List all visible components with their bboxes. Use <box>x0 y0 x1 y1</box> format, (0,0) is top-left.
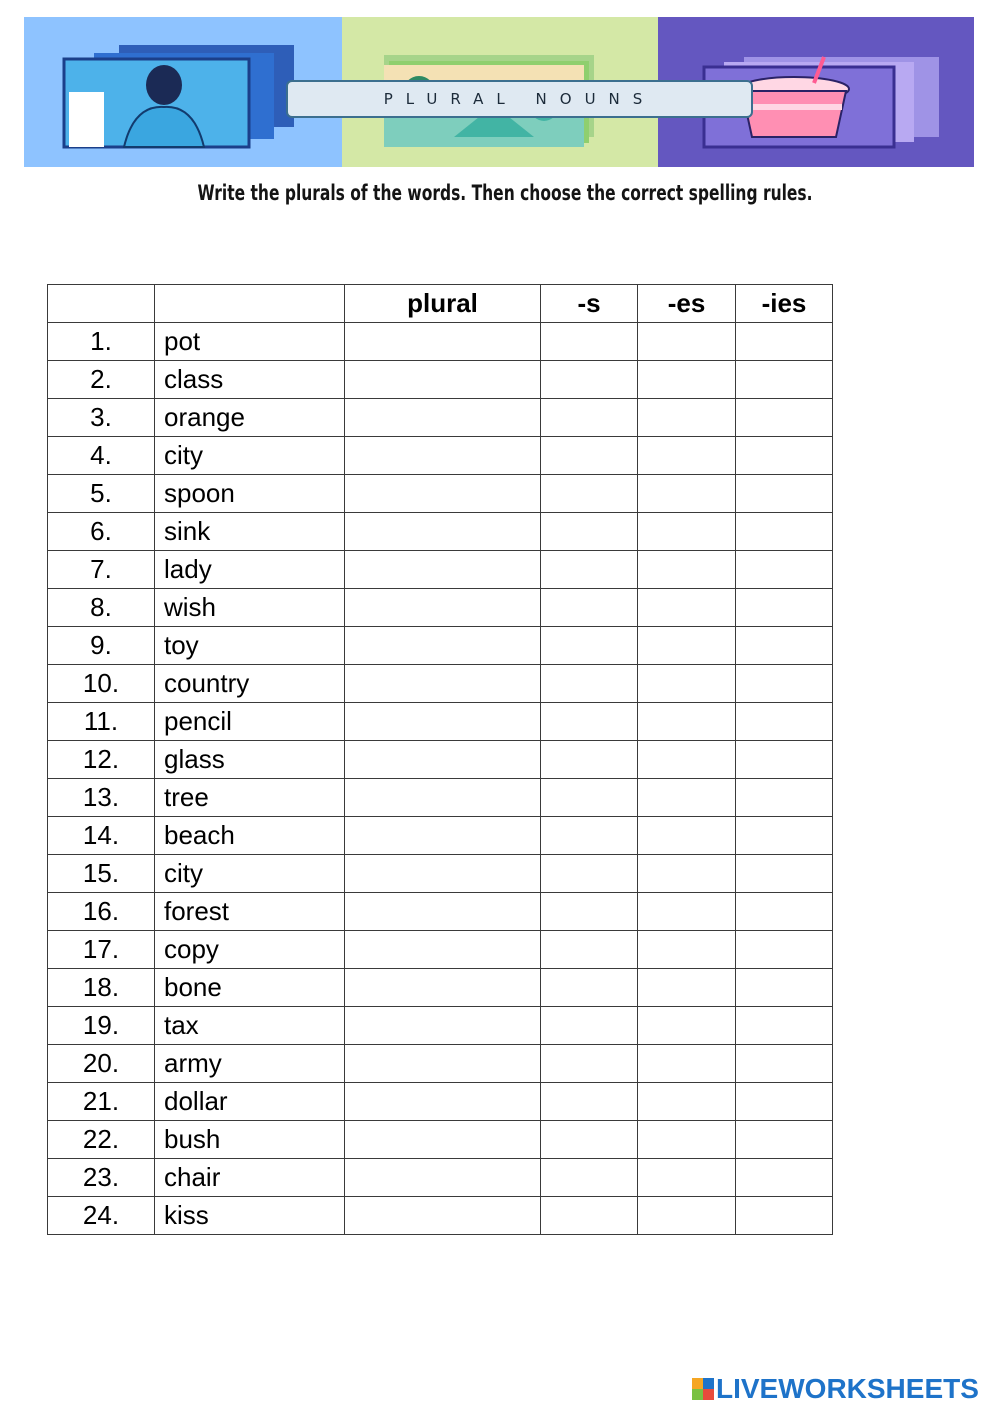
rule-ies-cell[interactable] <box>736 1007 833 1045</box>
rule-es-cell[interactable] <box>638 1197 736 1235</box>
rule-es-cell[interactable] <box>638 437 736 475</box>
plural-answer-cell[interactable] <box>345 1197 541 1235</box>
rule-ies-cell[interactable] <box>736 323 833 361</box>
table-row <box>48 437 833 475</box>
row-word: city <box>155 855 345 893</box>
rule-es-cell[interactable] <box>638 551 736 589</box>
row-word: spoon <box>155 475 345 513</box>
row-word: bush <box>155 1121 345 1159</box>
rule-s-cell[interactable] <box>541 361 638 399</box>
rule-ies-cell[interactable] <box>736 551 833 589</box>
rule-s-cell[interactable] <box>541 437 638 475</box>
row-number: 18. <box>48 969 155 1007</box>
row-word: army <box>155 1045 345 1083</box>
rule-es-cell[interactable] <box>638 779 736 817</box>
rule-es-cell[interactable] <box>638 627 736 665</box>
row-number: 24. <box>48 1197 155 1235</box>
row-number: 10. <box>48 665 155 703</box>
table-row <box>48 1197 833 1235</box>
row-number: 23. <box>48 1159 155 1197</box>
logo-text: LIVEWORKSHEETS <box>716 1373 979 1404</box>
row-word: city <box>155 437 345 475</box>
row-number: 7. <box>48 551 155 589</box>
rule-ies-cell[interactable] <box>736 665 833 703</box>
table-row <box>48 893 833 931</box>
plural-answer-cell[interactable] <box>345 399 541 437</box>
rule-s-cell[interactable] <box>541 399 638 437</box>
rule-ies-cell[interactable] <box>736 475 833 513</box>
rule-ies-cell[interactable] <box>736 361 833 399</box>
table-row <box>48 703 833 741</box>
plural-answer-cell[interactable] <box>345 855 541 893</box>
row-number: 5. <box>48 475 155 513</box>
plural-answer-cell[interactable] <box>345 969 541 1007</box>
plural-answer-cell[interactable] <box>345 361 541 399</box>
rule-s-cell[interactable] <box>541 551 638 589</box>
plural-answer-cell[interactable] <box>345 1007 541 1045</box>
rule-es-cell[interactable] <box>638 1007 736 1045</box>
plural-answer-cell[interactable] <box>345 931 541 969</box>
row-word: pencil <box>155 703 345 741</box>
row-number: 21. <box>48 1083 155 1121</box>
rule-s-cell[interactable] <box>541 779 638 817</box>
rule-ies-cell[interactable] <box>736 893 833 931</box>
rule-s-cell[interactable] <box>541 1197 638 1235</box>
rule-es-cell[interactable] <box>638 703 736 741</box>
row-number: 14. <box>48 817 155 855</box>
row-word: lady <box>155 551 345 589</box>
table-header-row <box>48 285 833 323</box>
row-number: 20. <box>48 1045 155 1083</box>
table-row <box>48 589 833 627</box>
plural-answer-cell[interactable] <box>345 437 541 475</box>
rule-s-cell[interactable] <box>541 475 638 513</box>
rule-s-cell[interactable] <box>541 323 638 361</box>
rule-s-cell[interactable] <box>541 1045 638 1083</box>
row-word: orange <box>155 399 345 437</box>
table-row <box>48 513 833 551</box>
row-number: 4. <box>48 437 155 475</box>
row-number: 15. <box>48 855 155 893</box>
row-word: chair <box>155 1159 345 1197</box>
row-word: forest <box>155 893 345 931</box>
row-word: wish <box>155 589 345 627</box>
row-word: class <box>155 361 345 399</box>
row-number: 12. <box>48 741 155 779</box>
rule-s-cell[interactable] <box>541 817 638 855</box>
rule-ies-cell[interactable] <box>736 513 833 551</box>
table-row <box>48 399 833 437</box>
row-number: 16. <box>48 893 155 931</box>
row-word: copy <box>155 931 345 969</box>
rule-ies-cell[interactable] <box>736 931 833 969</box>
rule-es-cell[interactable] <box>638 513 736 551</box>
rule-es-cell[interactable] <box>638 817 736 855</box>
rule-es-cell[interactable] <box>638 361 736 399</box>
rule-s-cell[interactable] <box>541 627 638 665</box>
table-row <box>48 361 833 399</box>
rule-ies-cell[interactable] <box>736 1083 833 1121</box>
row-word: dollar <box>155 1083 345 1121</box>
row-word: kiss <box>155 1197 345 1235</box>
rule-ies-cell[interactable] <box>736 969 833 1007</box>
row-word: beach <box>155 817 345 855</box>
row-number: 11. <box>48 703 155 741</box>
rule-es-cell[interactable] <box>638 931 736 969</box>
table-row <box>48 931 833 969</box>
liveworksheets-logo-icon <box>692 1378 714 1400</box>
rule-es-cell[interactable] <box>638 855 736 893</box>
row-number: 6. <box>48 513 155 551</box>
rule-ies-cell[interactable] <box>736 817 833 855</box>
row-number: 9. <box>48 627 155 665</box>
plural-answer-cell[interactable] <box>345 1121 541 1159</box>
row-number: 13. <box>48 779 155 817</box>
table-row <box>48 665 833 703</box>
header-plural: plural <box>345 285 541 323</box>
table-row <box>48 1159 833 1197</box>
rule-ies-cell[interactable] <box>736 741 833 779</box>
table-row <box>48 1083 833 1121</box>
table-row <box>48 1121 833 1159</box>
table-row <box>48 475 833 513</box>
plural-answer-cell[interactable] <box>345 323 541 361</box>
table-row <box>48 969 833 1007</box>
table-row <box>48 855 833 893</box>
header-es: -es <box>638 285 736 323</box>
rule-es-cell[interactable] <box>638 399 736 437</box>
table-row <box>48 1007 833 1045</box>
header-s: -s <box>541 285 638 323</box>
rule-ies-cell[interactable] <box>736 1121 833 1159</box>
rule-es-cell[interactable] <box>638 1121 736 1159</box>
plural-answer-cell[interactable] <box>345 779 541 817</box>
plural-answer-cell[interactable] <box>345 741 541 779</box>
rule-ies-cell[interactable] <box>736 779 833 817</box>
rule-s-cell[interactable] <box>541 741 638 779</box>
rule-es-cell[interactable] <box>638 1159 736 1197</box>
rule-ies-cell[interactable] <box>736 1045 833 1083</box>
row-word: country <box>155 665 345 703</box>
banner-title: PLURAL NOUNS <box>286 80 753 118</box>
rule-s-cell[interactable] <box>541 1007 638 1045</box>
rule-es-cell[interactable] <box>638 741 736 779</box>
table-body <box>48 323 833 1235</box>
plural-answer-cell[interactable] <box>345 589 541 627</box>
row-word: toy <box>155 627 345 665</box>
row-number: 1. <box>48 323 155 361</box>
row-word: pot <box>155 323 345 361</box>
rule-ies-cell[interactable] <box>736 399 833 437</box>
liveworksheets-logo <box>692 1374 979 1404</box>
rule-es-cell[interactable] <box>638 665 736 703</box>
rule-ies-cell[interactable] <box>736 437 833 475</box>
rule-ies-cell[interactable] <box>736 703 833 741</box>
rule-s-cell[interactable] <box>541 931 638 969</box>
plural-answer-cell[interactable] <box>345 1159 541 1197</box>
rule-s-cell[interactable] <box>541 589 638 627</box>
rule-es-cell[interactable] <box>638 1083 736 1121</box>
plural-answer-cell[interactable] <box>345 627 541 665</box>
table-row <box>48 741 833 779</box>
plural-answer-cell[interactable] <box>345 665 541 703</box>
rule-ies-cell[interactable] <box>736 627 833 665</box>
rule-s-cell[interactable] <box>541 513 638 551</box>
plural-answer-cell[interactable] <box>345 1045 541 1083</box>
row-word: sink <box>155 513 345 551</box>
rule-s-cell[interactable] <box>541 665 638 703</box>
rule-ies-cell[interactable] <box>736 1159 833 1197</box>
plural-answer-cell[interactable] <box>345 703 541 741</box>
rule-ies-cell[interactable] <box>736 855 833 893</box>
row-word: tree <box>155 779 345 817</box>
plural-answer-cell[interactable] <box>345 513 541 551</box>
header-ies: -ies <box>736 285 833 323</box>
row-number: 17. <box>48 931 155 969</box>
plurals-table <box>47 284 833 1235</box>
plural-answer-cell[interactable] <box>345 1083 541 1121</box>
instruction-text: Write the plurals of the words. Then choose the correct spelling rules. <box>197 181 813 205</box>
rule-es-cell[interactable] <box>638 969 736 1007</box>
table-row <box>48 817 833 855</box>
header-word <box>155 285 345 323</box>
banner <box>24 17 974 167</box>
plural-answer-cell[interactable] <box>345 817 541 855</box>
row-number: 8. <box>48 589 155 627</box>
rule-s-cell[interactable] <box>541 893 638 931</box>
plural-answer-cell[interactable] <box>345 551 541 589</box>
rule-es-cell[interactable] <box>638 893 736 931</box>
rule-es-cell[interactable] <box>638 1045 736 1083</box>
row-word: glass <box>155 741 345 779</box>
row-word: tax <box>155 1007 345 1045</box>
rule-s-cell[interactable] <box>541 969 638 1007</box>
table-row <box>48 1045 833 1083</box>
row-word: bone <box>155 969 345 1007</box>
header-number <box>48 285 155 323</box>
rule-es-cell[interactable] <box>638 589 736 627</box>
rule-ies-cell[interactable] <box>736 1197 833 1235</box>
rule-s-cell[interactable] <box>541 703 638 741</box>
row-number: 19. <box>48 1007 155 1045</box>
rule-es-cell[interactable] <box>638 323 736 361</box>
row-number: 22. <box>48 1121 155 1159</box>
table-row <box>48 779 833 817</box>
table-row <box>48 551 833 589</box>
plural-answer-cell[interactable] <box>345 475 541 513</box>
row-number: 3. <box>48 399 155 437</box>
table-row <box>48 323 833 361</box>
plural-answer-cell[interactable] <box>345 893 541 931</box>
rule-ies-cell[interactable] <box>736 589 833 627</box>
rule-s-cell[interactable] <box>541 1159 638 1197</box>
row-number: 2. <box>48 361 155 399</box>
rule-s-cell[interactable] <box>541 1083 638 1121</box>
table-row <box>48 627 833 665</box>
rule-s-cell[interactable] <box>541 855 638 893</box>
rule-s-cell[interactable] <box>541 1121 638 1159</box>
rule-es-cell[interactable] <box>638 475 736 513</box>
